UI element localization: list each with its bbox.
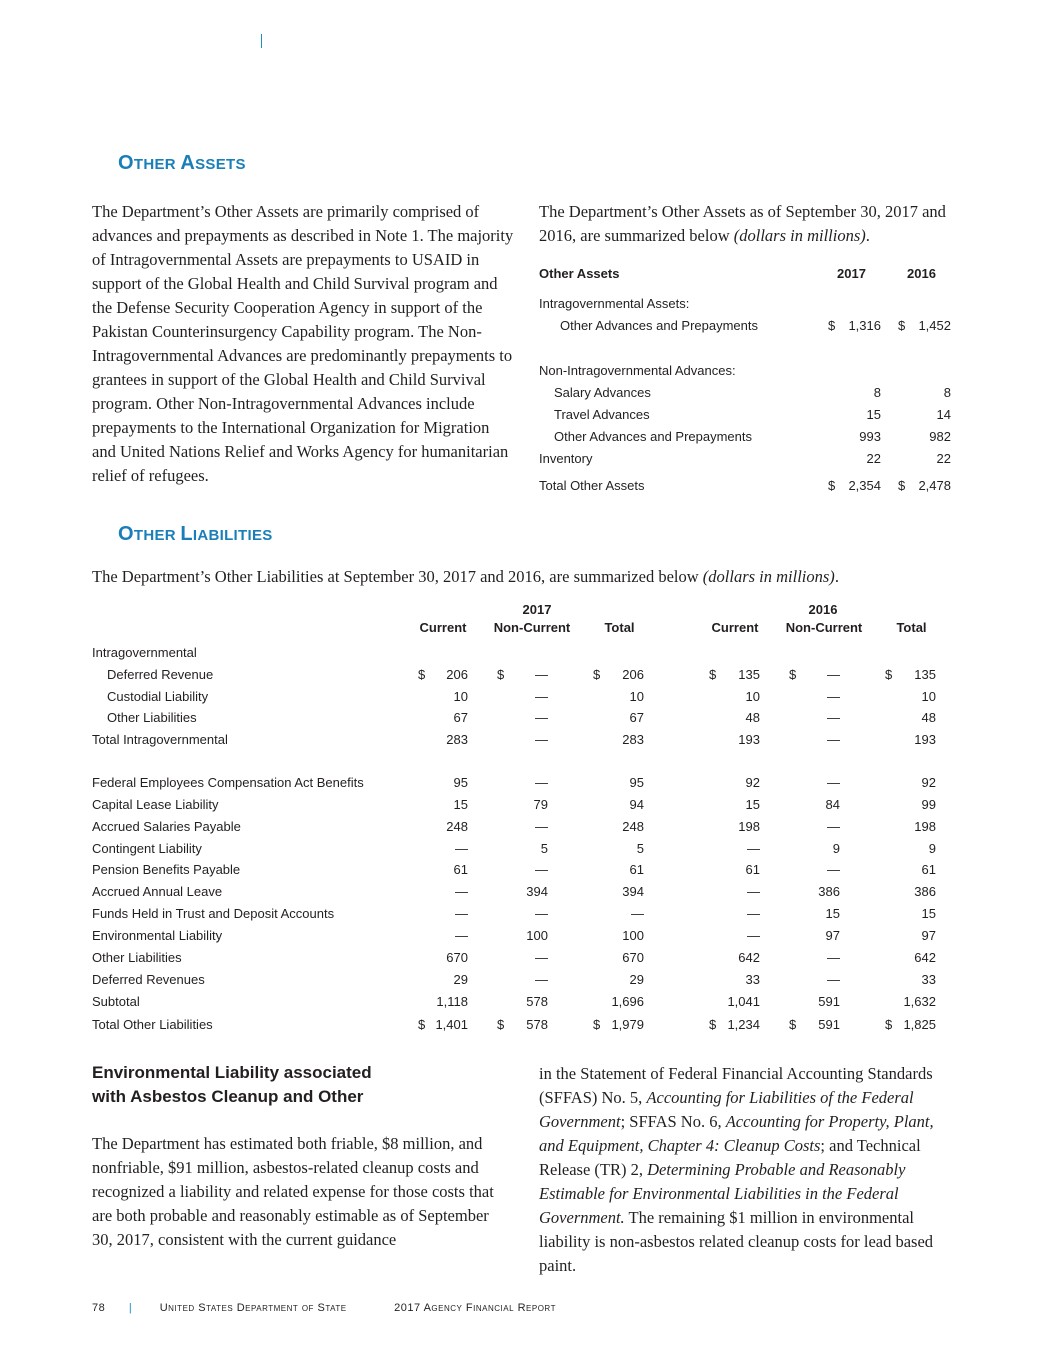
cell-value: 97 xyxy=(825,928,840,943)
cell-value: 95 xyxy=(629,775,644,790)
row-label: Other Advances and Prepayments xyxy=(554,429,753,444)
table-row xyxy=(539,478,959,496)
header-2016: 2016 xyxy=(907,266,936,281)
para-text: The remaining $1 million in environmental liability is non-asbestos related cleanup costs for lead based paint. xyxy=(539,1208,934,1275)
table-row xyxy=(92,667,952,685)
row-label: Inventory xyxy=(539,451,593,466)
cell-value: 394 xyxy=(622,884,644,899)
table-row xyxy=(92,645,952,663)
row-label: Deferred Revenues xyxy=(92,972,205,987)
other-assets-intro xyxy=(539,200,949,248)
intro-end: . xyxy=(865,226,870,245)
dollar-sign: $ xyxy=(709,667,717,682)
row-label: Intragovernmental xyxy=(92,645,197,660)
value-2016: 1,452 xyxy=(918,318,951,333)
cell-value: — xyxy=(827,667,840,682)
dollar-sign: $ xyxy=(885,667,893,682)
cell-value: — xyxy=(455,906,468,921)
cell-value: — xyxy=(535,667,548,682)
para-italic: Accounting for Property, Plant, and Equipment, Chapter 4: Cleanup Costs xyxy=(539,1112,934,1155)
cell-value: — xyxy=(827,732,840,747)
para-italic: Determining Probable and Reasonably Estimable for Environmental Liabilities in the Federal Government. xyxy=(539,1160,906,1227)
table-row xyxy=(92,972,952,990)
dollar-sign-2016: $ xyxy=(898,318,906,333)
cell-value: — xyxy=(535,689,548,704)
cell-value: 1,825 xyxy=(903,1017,936,1032)
row-label: Other Liabilities xyxy=(107,710,197,725)
page-number: 78 xyxy=(92,1302,106,1314)
cell-value: 1,041 xyxy=(727,994,760,1009)
heading-line-1: Environmental Liability associated xyxy=(92,1063,372,1082)
row-label: Environmental Liability xyxy=(92,928,223,943)
value-2017: 993 xyxy=(859,429,881,444)
cell-value: 206 xyxy=(446,667,468,682)
cell-value: — xyxy=(747,928,760,943)
cell-value: 33 xyxy=(745,972,760,987)
cell-value: 10 xyxy=(745,689,760,704)
cell-value: 386 xyxy=(818,884,840,899)
value-2017: 15 xyxy=(866,407,881,422)
cell-value: 10 xyxy=(629,689,644,704)
row-label: Other Liabilities xyxy=(92,950,182,965)
heading-initial: O xyxy=(118,152,134,174)
cell-value: 578 xyxy=(526,1017,548,1032)
cell-value: — xyxy=(827,819,840,834)
value-2017: 2,354 xyxy=(848,478,881,493)
para-text: ; SFFAS No. 6, xyxy=(620,1112,726,1131)
cell-value: 84 xyxy=(825,797,840,812)
other-assets-left-paragraph: The Department’s Other Assets are primarily comprised of advances and prepayments as described in Note 1. The majority of Intragovernmental Assets are prepayments to USAID in support of the Global Health and Child Survival program and the Defense Security Cooperation Agency in support of the Pakistan Counterinsurgency Capability program. The Non-Intragovernmental Advances are predominantly prepayments to grantees in support of the Global Health and Child Survival program. Other Non-Intragovernmental Advances include prepayments to the International Organization for Migration and United Nations Relief and Works Agency for humanitarian relief of refugees. xyxy=(92,202,514,485)
cell-value: 198 xyxy=(914,819,936,834)
table-row xyxy=(92,950,952,968)
cell-value: — xyxy=(455,841,468,856)
cell-value: — xyxy=(535,906,548,921)
dollar-sign: $ xyxy=(418,667,426,682)
dollar-sign: $ xyxy=(497,667,505,682)
row-label: Funds Held in Trust and Deposit Accounts xyxy=(92,906,335,921)
cell-value: 5 xyxy=(636,841,644,856)
cell-value: 29 xyxy=(629,972,644,987)
cell-value: 92 xyxy=(745,775,760,790)
cell-value: 15 xyxy=(745,797,760,812)
cell-value: 10 xyxy=(921,689,936,704)
table-row xyxy=(92,862,952,880)
other-assets-table xyxy=(539,266,959,506)
cell-value: 198 xyxy=(738,819,760,834)
cell-value: 193 xyxy=(914,732,936,747)
cell-value: 206 xyxy=(622,667,644,682)
table-row xyxy=(539,318,959,336)
cell-value: 642 xyxy=(914,950,936,965)
row-label: Federal Employees Compensation Act Benefits xyxy=(92,775,364,790)
cell-value: — xyxy=(535,710,548,725)
cell-value: 5 xyxy=(540,841,548,856)
col-total-2017: Total xyxy=(604,620,635,635)
cell-value: — xyxy=(747,884,760,899)
row-label: Intragovernmental Assets: xyxy=(539,296,690,311)
cell-value: 99 xyxy=(921,797,936,812)
table-row xyxy=(92,994,952,1012)
cell-value: 61 xyxy=(453,862,468,877)
table-header-row xyxy=(539,266,959,284)
heading-part: SSETS xyxy=(195,156,246,173)
cell-value: 135 xyxy=(914,667,936,682)
cell-value: 61 xyxy=(921,862,936,877)
row-label: Accrued Salaries Payable xyxy=(92,819,241,834)
cell-value: 9 xyxy=(928,841,936,856)
table-row xyxy=(539,296,959,314)
heading-part: THER xyxy=(133,527,181,544)
heading-initial: A xyxy=(180,152,196,174)
cell-value: — xyxy=(827,689,840,704)
dollar-sign: $ xyxy=(418,1017,426,1032)
other-assets-heading xyxy=(118,152,246,175)
table-row xyxy=(539,363,959,381)
cell-value: 33 xyxy=(921,972,936,987)
cell-value: 9 xyxy=(832,841,840,856)
cell-value: — xyxy=(827,972,840,987)
cell-value: 15 xyxy=(921,906,936,921)
intro-italic: (dollars in millions) xyxy=(733,226,866,245)
table-row xyxy=(92,1017,952,1035)
header-accent-bar xyxy=(261,34,262,48)
value-2016: 22 xyxy=(936,451,951,466)
col-noncurrent-2016: Non-Current xyxy=(785,620,863,635)
heading-initial: L xyxy=(180,523,193,545)
para-text: ; and Technical Release (TR) 2, xyxy=(539,1136,921,1179)
cell-value: 386 xyxy=(914,884,936,899)
heading-initial: O xyxy=(118,523,134,545)
heading-part: IABILITIES xyxy=(192,527,273,544)
cell-value: 394 xyxy=(526,884,548,899)
other-liabilities-table xyxy=(92,602,952,1042)
row-label: Contingent Liability xyxy=(92,841,202,856)
intro-text: The Department’s Other Liabilities at September 30, 2017 and 2016, are summarized below xyxy=(92,567,703,586)
cell-value: — xyxy=(535,950,548,965)
value-2017: 22 xyxy=(866,451,881,466)
row-label: Accrued Annual Leave xyxy=(92,884,223,899)
cell-value: 1,979 xyxy=(611,1017,644,1032)
cell-value: 591 xyxy=(818,1017,840,1032)
table-row xyxy=(92,928,952,946)
row-label: Pension Benefits Payable xyxy=(92,862,241,877)
table-row xyxy=(92,797,952,815)
cell-value: 248 xyxy=(622,819,644,834)
intro-italic: (dollars in millions) xyxy=(702,567,835,586)
row-label: Salary Advances xyxy=(554,385,651,400)
cell-value: — xyxy=(535,775,548,790)
cell-value: 591 xyxy=(818,994,840,1009)
cell-value: 642 xyxy=(738,950,760,965)
cell-value: 578 xyxy=(526,994,548,1009)
row-label: Deferred Revenue xyxy=(107,667,214,682)
table-row xyxy=(539,451,959,469)
cell-value: — xyxy=(535,972,548,987)
cell-value: 15 xyxy=(825,906,840,921)
value-2017: 1,316 xyxy=(848,318,881,333)
cell-value: — xyxy=(827,862,840,877)
value-2016: 2,478 xyxy=(918,478,951,493)
row-label: Subtotal xyxy=(92,994,140,1009)
value-2016: 8 xyxy=(943,385,951,400)
cell-value: 670 xyxy=(446,950,468,965)
year-2016-header: 2016 xyxy=(808,602,838,617)
row-label: Total Other Assets xyxy=(539,478,645,493)
table-row xyxy=(92,841,952,859)
cell-value: 193 xyxy=(738,732,760,747)
cell-value: — xyxy=(827,710,840,725)
environmental-left-paragraph: The Department has estimated both friable, $8 million, and nonfriable, $91 million, asbestos-related cleanup costs and recognized a liability and related expense for those costs that are both probable and reasonably estimable as of September 30, 2017, consistent with the current guidance xyxy=(92,1134,494,1249)
table-row xyxy=(92,775,952,793)
other-liabilities-heading xyxy=(118,523,273,546)
cell-value: 15 xyxy=(453,797,468,812)
cell-value: 135 xyxy=(738,667,760,682)
intro-text: The Department’s Other Assets as of September 30, 2017 and 2016, are summarized below xyxy=(539,202,946,245)
cell-value: 97 xyxy=(921,928,936,943)
footer-org: United States Department of State xyxy=(159,1302,347,1314)
cell-value: 92 xyxy=(921,775,936,790)
year-2017-header: 2017 xyxy=(522,602,552,617)
cell-value: 1,118 xyxy=(436,994,468,1009)
cell-value: 10 xyxy=(453,689,468,704)
table-row xyxy=(539,407,959,425)
dollar-sign: $ xyxy=(497,1017,505,1032)
dollar-sign: $ xyxy=(593,667,601,682)
value-2016: 14 xyxy=(936,407,951,422)
cell-value: 94 xyxy=(629,797,644,812)
table-row xyxy=(92,884,952,902)
cell-value: — xyxy=(535,819,548,834)
dollar-sign-2016: $ xyxy=(898,478,906,493)
cell-value: 79 xyxy=(533,797,548,812)
table-row xyxy=(92,689,952,707)
intro-end: . xyxy=(834,567,839,586)
row-label: Travel Advances xyxy=(554,407,650,422)
cell-value: 1,234 xyxy=(727,1017,760,1032)
header-label: Other Assets xyxy=(539,266,620,281)
heading-line-2: with Asbestos Cleanup and Other xyxy=(92,1087,364,1106)
cell-value: 67 xyxy=(629,710,644,725)
table-row xyxy=(539,385,959,403)
row-label: Non-Intragovernmental Advances: xyxy=(539,363,736,378)
cell-value: — xyxy=(827,775,840,790)
cell-value: 670 xyxy=(622,950,644,965)
environmental-heading xyxy=(92,1061,372,1109)
value-2017: 8 xyxy=(873,385,881,400)
para-italic: Accounting for Liabilities of the Federal Government xyxy=(539,1088,914,1131)
cell-value: — xyxy=(455,928,468,943)
cell-value: 61 xyxy=(745,862,760,877)
cell-value: 67 xyxy=(453,710,468,725)
row-label: Custodial Liability xyxy=(107,689,209,704)
cell-value: — xyxy=(631,906,644,921)
footer-report: 2017 Agency Financial Report xyxy=(394,1302,556,1314)
dollar-sign: $ xyxy=(593,1017,601,1032)
cell-value: 1,632 xyxy=(903,994,936,1009)
cell-value: 61 xyxy=(629,862,644,877)
cell-value: 95 xyxy=(453,775,468,790)
environmental-right-paragraph xyxy=(539,1062,954,1278)
header-2017: 2017 xyxy=(837,266,866,281)
value-2016: 982 xyxy=(929,429,951,444)
row-label: Total Other Liabilities xyxy=(92,1017,213,1032)
heading-part: THER xyxy=(133,156,181,173)
dollar-sign-2017: $ xyxy=(828,478,836,493)
cell-value: 100 xyxy=(622,928,644,943)
col-noncurrent-2017: Non-Current xyxy=(493,620,571,635)
cell-value: 100 xyxy=(526,928,548,943)
dollar-sign: $ xyxy=(789,667,797,682)
table-row xyxy=(92,710,952,728)
row-label: Other Advances and Prepayments xyxy=(560,318,759,333)
table-row xyxy=(92,819,952,837)
cell-value: 48 xyxy=(921,710,936,725)
col-current-2017: Current xyxy=(419,620,467,635)
table-row xyxy=(92,732,952,750)
cell-value: — xyxy=(747,906,760,921)
other-liabilities-intro xyxy=(92,565,952,589)
dollar-sign: $ xyxy=(789,1017,797,1032)
cell-value: — xyxy=(535,732,548,747)
dollar-sign: $ xyxy=(885,1017,893,1032)
cell-value: 283 xyxy=(622,732,644,747)
cell-value: 29 xyxy=(453,972,468,987)
row-label: Capital Lease Liability xyxy=(92,797,219,812)
row-label: Total Intragovernmental xyxy=(92,732,228,747)
para-text: in the Statement of Federal Financial Accounting Standards (SFFAS) No. 5, xyxy=(539,1064,933,1107)
cell-value: 248 xyxy=(446,819,468,834)
cell-value: 283 xyxy=(446,732,468,747)
cell-value: — xyxy=(535,862,548,877)
cell-value: 48 xyxy=(745,710,760,725)
footer-separator: | xyxy=(128,1302,133,1314)
table-row xyxy=(92,906,952,924)
cell-value: — xyxy=(455,884,468,899)
cell-value: 1,696 xyxy=(611,994,644,1009)
page-footer xyxy=(92,1302,556,1314)
cell-value: 1,401 xyxy=(435,1017,468,1032)
dollar-sign-2017: $ xyxy=(828,318,836,333)
col-total-2016: Total xyxy=(896,620,927,635)
col-current-2016: Current xyxy=(711,620,759,635)
table-row xyxy=(539,429,959,447)
dollar-sign: $ xyxy=(709,1017,717,1032)
cell-value: — xyxy=(827,950,840,965)
cell-value: — xyxy=(747,841,760,856)
